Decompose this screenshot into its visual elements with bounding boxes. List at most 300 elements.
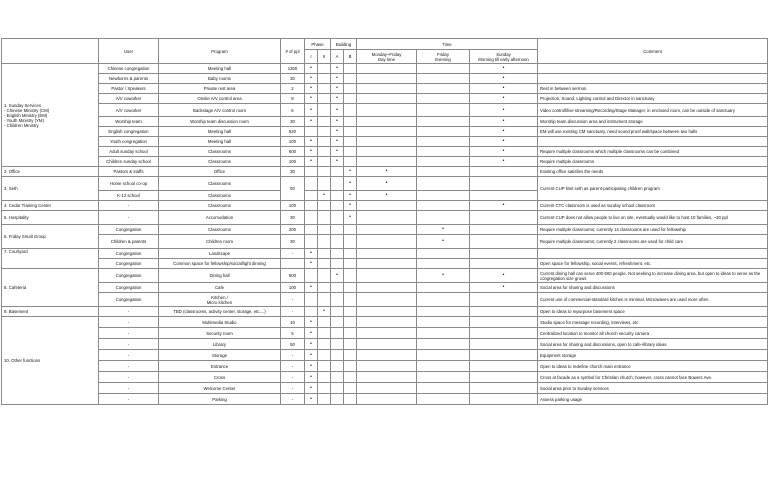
marker-cell [344,201,357,211]
marker-cell [470,157,538,167]
marker-cell [470,64,538,74]
marker-cell [331,104,344,117]
marker-cell [318,317,331,328]
marker-cell [318,104,331,117]
ppl-cell: 30 [281,235,305,249]
marker-cell [318,283,331,293]
table-row [2,64,768,74]
comment-cell: Require multiple classrooms; currently 14 classrooms are used for fellowship [538,225,768,235]
table-row [2,177,768,191]
marker-cell [357,317,417,328]
marker-cell [318,372,331,383]
marker-cell [318,94,331,104]
comment-cell: Worship team discussion area and instrument storage [538,117,768,127]
bullet-icon [336,107,338,113]
program-cell: Private rest area [159,84,281,94]
table-row [2,137,768,147]
ppl-cell: - [281,372,305,383]
marker-cell [331,211,344,225]
marker-cell [305,249,318,259]
bullet-icon [386,192,388,198]
marker-cell [357,293,417,307]
marker-cell [344,104,357,117]
bullet-icon [442,238,444,244]
bullet-icon [503,65,505,71]
table-row [2,74,768,84]
marker-cell [331,259,344,269]
header-sunday: Sunday Morning till early afternoon [470,50,538,64]
header-program: Program [159,39,281,64]
marker-cell [305,64,318,74]
user-cell: - [99,394,159,405]
marker-cell [331,94,344,104]
comment-cell: Projection, Sound, Lighting control and Director in sanctuary [538,94,768,104]
header-phase-i: I [305,50,318,64]
marker-cell [344,383,357,394]
marker-cell [331,249,344,259]
bullet-icon [310,118,312,124]
marker-cell [344,191,357,201]
marker-cell [357,394,417,405]
marker-cell [305,394,318,405]
category-courtyard: 7. Courtyard [2,249,99,269]
header-phase-ii: II [318,50,331,64]
ppl-cell: 5 [281,328,305,339]
bullet-icon [310,319,312,325]
marker-cell [318,167,331,177]
marker-cell [417,235,470,249]
marker-cell [417,283,470,293]
header-building: Building [331,39,357,50]
marker-cell [318,147,331,157]
program-cell: Common space for fellowship/social/light dinning [159,259,281,269]
marker-cell [318,84,331,94]
program-cell: Dining hall [159,269,281,283]
table-row [2,317,768,328]
marker-cell [318,339,331,350]
marker-cell [305,307,318,317]
comment-cell: Cross at facade as a symbol for Christian church; however, cross cannot face Bowers Ave. [538,372,768,383]
comment-cell: Social area prior to Sunday services [538,383,768,394]
ppl-cell: 100 [281,157,305,167]
marker-cell [357,225,417,235]
table-row [2,157,768,167]
marker-cell [470,350,538,361]
bullet-icon [336,95,338,101]
table-row [2,350,768,361]
bullet-icon [349,192,351,198]
marker-cell [305,84,318,94]
comment-cell: Require multiple classrooms [538,157,768,167]
marker-cell [305,383,318,394]
marker-cell [470,201,538,211]
marker-cell [357,117,417,127]
marker-cell [305,137,318,147]
marker-cell [305,74,318,84]
comment-cell [538,137,768,147]
bullet-icon [310,374,312,380]
user-cell: Congregation [99,269,159,283]
marker-cell [318,383,331,394]
ppl-cell: - [281,361,305,372]
marker-cell [331,269,344,283]
program-cell: Classrooms [159,177,281,191]
bullet-icon [310,396,312,402]
marker-cell [417,259,470,269]
marker-cell [331,225,344,235]
marker-cell [331,339,344,350]
marker-cell [470,259,538,269]
marker-cell [318,117,331,127]
ppl-cell: 200 [281,225,305,235]
bullet-icon [310,330,312,336]
table-row [2,127,768,137]
table-row [2,361,768,372]
bullet-icon [349,168,351,174]
marker-cell [318,127,331,137]
table-row [2,372,768,383]
marker-cell [470,211,538,225]
table-row [2,211,768,225]
bullet-icon [310,363,312,369]
program-cell: Meeting hall [159,64,281,74]
bullet-icon [503,284,505,290]
marker-cell [305,201,318,211]
marker-cell [470,317,538,328]
table-row [2,283,768,293]
program-cell: Classrooms [159,157,281,167]
comment-cell [538,64,768,74]
table-row [2,269,768,283]
category-seth: 3. Seth [2,177,99,201]
program-cell: Classrooms [159,201,281,211]
program-cell: Onsite A/V control area [159,94,281,104]
marker-cell [417,147,470,157]
marker-cell [305,235,318,249]
marker-cell [344,157,357,167]
program-cell: TBD (classrooms, activity center, storage, etc,...) [159,307,281,317]
marker-cell [344,211,357,225]
marker-cell [417,211,470,225]
user-cell: Children sunday school [99,157,159,167]
bullet-icon [386,180,388,186]
bullet-icon [336,128,338,134]
marker-cell [318,350,331,361]
marker-cell [357,167,417,177]
bullet-icon [503,118,505,124]
marker-cell [344,147,357,157]
user-cell: Congregation [99,293,159,307]
comment-cell: Current CUP does not allow people to live on site, eventually would like to host 10 families, ~30 ppl [538,211,768,225]
bullet-icon [503,138,505,144]
bullet-icon [503,202,505,208]
header-building-a: A [331,50,344,64]
marker-cell [417,317,470,328]
program-cell: Meeting hall [159,137,281,147]
marker-cell [417,94,470,104]
table-row [2,339,768,350]
marker-cell [305,328,318,339]
marker-cell [344,339,357,350]
bullet-icon [349,180,351,186]
marker-cell [305,269,318,283]
bullet-icon [310,158,312,164]
bullet-icon [336,75,338,81]
marker-cell [331,201,344,211]
bullet-icon [310,341,312,347]
marker-cell [318,361,331,372]
comment-cell: EM will use existing CM sanctuary, need sound proof wall/space between two halls [538,127,768,137]
marker-cell [417,361,470,372]
category-basement: 9. Basement [2,307,99,317]
category-ctc: 4. Cedar Training Center [2,201,99,211]
marker-cell [305,211,318,225]
marker-cell [344,317,357,328]
marker-cell [331,317,344,328]
marker-cell [470,84,538,94]
table-row [2,117,768,127]
user-cell: - [99,328,159,339]
comment-cell: Studio space for message recording, interviews, etc [538,317,768,328]
header-time: Time [357,39,538,50]
corner-cell [2,39,99,64]
marker-cell [305,104,318,117]
marker-cell [344,127,357,137]
ppl-cell: 600 [281,147,305,157]
program-cell: Entrance [159,361,281,372]
ppl-cell: 30 [281,117,305,127]
comment-cell: Require multiple classrooms which multiple classrooms can be combined [538,147,768,157]
marker-cell [417,84,470,94]
table-row [2,94,768,104]
ppl-cell: - [281,383,305,394]
marker-cell [470,249,538,259]
table-row [2,147,768,157]
bullet-icon [336,272,338,278]
ppl-cell: 100 [281,201,305,211]
table-row [2,307,768,317]
marker-cell [344,269,357,283]
ppl-cell: 1300 [281,64,305,74]
bullet-icon [503,75,505,81]
comment-cell: Centralized location to monitor all church security camera [538,328,768,339]
ppl-cell: - [281,293,305,307]
marker-cell [331,191,344,201]
marker-cell [331,117,344,127]
comment-cell: Social area for sharing and discussions [538,283,768,293]
header-comment: Comment [538,39,768,64]
marker-cell [331,350,344,361]
bullet-icon [310,138,312,144]
program-cell: Cafe [159,283,281,293]
ppl-cell: 30 [281,74,305,84]
marker-cell [357,283,417,293]
user-cell: Pastor / Speakers [99,84,159,94]
bullet-icon [310,352,312,358]
ppl-cell: 6 [281,104,305,117]
marker-cell [417,328,470,339]
marker-cell [344,117,357,127]
marker-cell [470,191,538,201]
marker-cell [318,249,331,259]
comment-cell: Open space for fellowship, social events, refreshment, etc. [538,259,768,269]
bullet-icon [336,148,338,154]
user-cell: Home school co-op [99,177,159,191]
table-row [2,328,768,339]
bullet-icon [336,158,338,164]
category-cafeteria: 8. Cafeteria [2,269,99,307]
header-phase: Phase [305,39,331,50]
marker-cell [331,293,344,307]
table-row [2,293,768,307]
bullet-icon [503,85,505,91]
table-row [2,104,768,117]
marker-cell [470,283,538,293]
marker-cell [344,293,357,307]
marker-cell [470,117,538,127]
marker-cell [357,157,417,167]
bullet-icon [310,250,312,256]
user-cell: Congregation [99,225,159,235]
marker-cell [470,137,538,147]
table-row [2,167,768,177]
marker-cell [357,383,417,394]
marker-cell [470,127,538,137]
table-row [2,249,768,259]
marker-cell [344,328,357,339]
marker-cell [318,201,331,211]
marker-cell [357,339,417,350]
user-cell: Children & parents [99,235,159,249]
marker-cell [344,394,357,405]
comment-cell [538,249,768,259]
marker-cell [357,104,417,117]
bullet-icon [336,138,338,144]
marker-cell [318,259,331,269]
marker-cell [305,157,318,167]
marker-cell [305,94,318,104]
bullet-icon [349,214,351,220]
marker-cell [344,259,357,269]
marker-cell [344,249,357,259]
marker-cell [318,74,331,84]
program-cell: Meeting hall [159,127,281,137]
marker-cell [331,307,344,317]
marker-cell [417,249,470,259]
marker-cell [470,74,538,84]
user-cell: Congregation [99,283,159,293]
marker-cell [470,328,538,339]
user-cell: - [99,372,159,383]
marker-cell [470,269,538,283]
marker-cell [417,383,470,394]
marker-cell [318,328,331,339]
marker-cell [305,147,318,157]
ppl-cell: 50 [281,177,305,201]
marker-cell [305,293,318,307]
program-cell: Classrooms [159,191,281,201]
marker-cell [305,283,318,293]
marker-cell [305,167,318,177]
marker-cell [417,201,470,211]
ppl-cell: 50 [281,339,305,350]
user-cell: K-12 school [99,191,159,201]
bullet-icon [503,158,505,164]
marker-cell [357,259,417,269]
program-cell: Worship team discussion room [159,117,281,127]
marker-cell [357,127,417,137]
user-cell: Youth congregation [99,137,159,147]
marker-cell [417,117,470,127]
comment-cell: Open to ideas to redefine church main entrance [538,361,768,372]
marker-cell [417,350,470,361]
ppl-cell: - [281,394,305,405]
marker-cell [470,339,538,350]
marker-cell [357,84,417,94]
marker-cell [305,117,318,127]
marker-cell [470,177,538,191]
header-building-b: B [344,50,357,64]
ppl-cell: 100 [281,137,305,147]
marker-cell [417,64,470,74]
bullet-icon [503,128,505,134]
bullet-icon [310,260,312,266]
marker-cell [331,84,344,94]
program-cell: Classrooms [159,225,281,235]
marker-cell [357,74,417,84]
marker-cell [417,372,470,383]
bullet-icon [336,118,338,124]
marker-cell [470,167,538,177]
marker-cell [344,74,357,84]
bullet-icon [310,284,312,290]
bullet-icon [349,202,351,208]
user-cell: Congregation [99,249,159,259]
ppl-cell: 520 [281,127,305,137]
marker-cell [318,177,331,191]
bullet-icon [310,107,312,113]
marker-cell [318,191,331,201]
bullet-icon [310,85,312,91]
marker-cell [305,317,318,328]
user-cell: Chinese congregation [99,64,159,74]
marker-cell [470,147,538,157]
marker-cell [470,225,538,235]
ppl-cell: 100 [281,283,305,293]
marker-cell [357,64,417,74]
bullet-icon [323,192,325,198]
marker-cell [331,157,344,167]
program-cell: Children room [159,235,281,249]
marker-cell [318,269,331,283]
marker-cell [318,211,331,225]
program-cell: Classrooms [159,147,281,157]
ppl-cell: 30 [281,211,305,225]
user-cell: Worship team [99,117,159,127]
marker-cell [305,191,318,201]
header-friday: Friday Evening [417,50,470,64]
category-friday: 6. Friday Small Group [2,225,99,249]
category-sunday: 1. Sunday Services - Chinese Ministry (CM) - English Ministry (EM) - Youth Ministry (YM) - Children Ministry [2,64,99,167]
comment-cell: Current use of commercial-standard kitchen is minimal. Microwaves are used more often. [538,293,768,307]
marker-cell [331,394,344,405]
marker-cell [417,104,470,117]
marker-cell [417,127,470,137]
marker-cell [331,167,344,177]
bullet-icon [336,65,338,71]
program-cell: Baby rooms [159,74,281,84]
marker-cell [305,127,318,137]
